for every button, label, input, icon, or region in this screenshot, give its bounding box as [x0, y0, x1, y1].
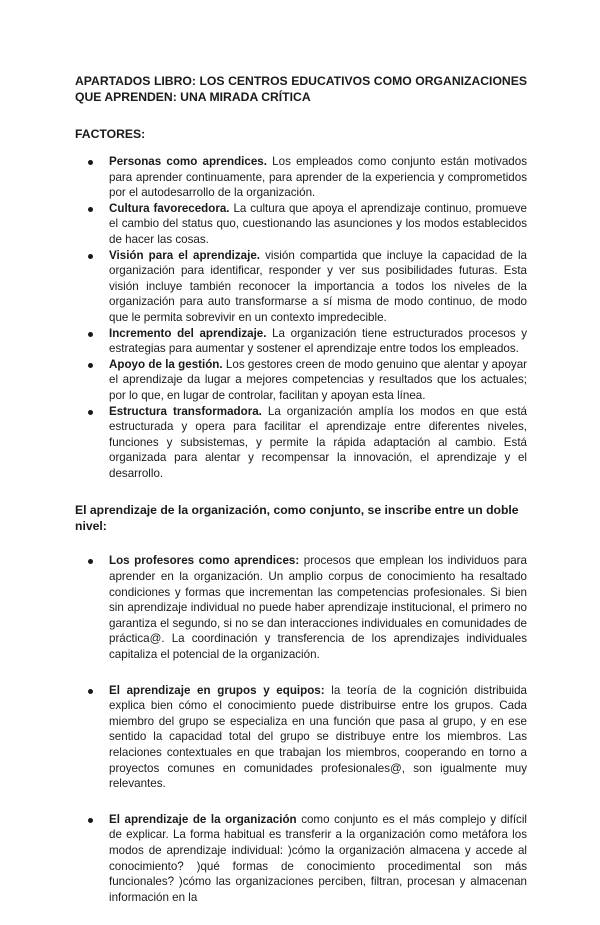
list-item	[75, 154, 527, 201]
list-item	[75, 683, 527, 792]
bullet-icon	[88, 332, 93, 337]
levels-heading: El aprendizaje de la organización, como conjunto, se inscribe entre un doble nivel:	[75, 503, 519, 534]
document-content	[75, 73, 527, 925]
bullet-icon	[88, 363, 93, 368]
item-term: Estructura transformadora.	[109, 404, 262, 418]
item-term: Cultura favorecedora.	[109, 201, 230, 215]
bullet-icon	[88, 559, 93, 564]
item-text: La organización amplía los modos en que está estructurada y opera para facilitar el aprendizaje entre diferentes niveles, funciones y subsistemas, y permite la rápida adaptación al cambio. Está organizada para alentar y recompensar la innovación, el aprendizaje y el desarrollo.	[109, 404, 527, 480]
bullet-icon	[88, 160, 93, 165]
bullet-icon	[88, 207, 93, 212]
item-text: La organización tiene estructurados procesos y estrategias para aumentar y sostener el aprendizaje entre todos los empleados.	[109, 326, 528, 356]
factors-list	[75, 154, 527, 481]
levels-list	[75, 553, 527, 905]
item-term: El aprendizaje en grupos y equipos:	[109, 683, 325, 697]
item-term: Apoyo de la gestión.	[109, 357, 223, 371]
item-term: Incremento del aprendizaje.	[109, 326, 267, 340]
list-item	[75, 201, 527, 248]
factors-heading: FACTORES:	[75, 127, 146, 141]
list-item	[75, 357, 527, 404]
item-text: Los empleados como conjunto están motivados para aprender continuamente, para aprender de la experiencia y comprometidos por el autodesarrollo de la organización.	[109, 155, 527, 200]
item-text: la teoría de la cognición distribuida explica bien cómo el conocimiento puede distribuirse entre los grupos. Cada miembro del grupo se especializa en una función que pasa al grupo, y en ese sentido la capacidad total del grupo se distribuye entre los miembros. Las relaciones contextuales en que trabajan los miembros, cooperando en torno a proyectos comunes en comunidades profesionales@, son igualmente muy relevantes.	[109, 683, 528, 791]
bullet-icon	[88, 254, 93, 259]
item-text: La cultura que apoya el aprendizaje continuo, promueve el cambio del status quo, cuestionando las asunciones y los modos establecidos de hacer las cosas.	[109, 201, 527, 246]
list-item	[75, 248, 527, 326]
bullet-icon	[88, 689, 93, 694]
item-term: Personas como aprendices.	[109, 155, 267, 168]
item-text: procesos que emplean los individuos para aprender en la organización. Un amplio corpus de conocimiento ha resaltado condiciones y formas que incrementan las competencias profesionales. Si bien sin aprendizaje individual no puede haber aprendizaje institucional, el primero no garantiza el segundo, si no se dan interacciones individuales en comunidades de práctica@. La coordinación y transferencia de los aprendizajes individuales capitaliza el potencial de la organización.	[109, 554, 527, 662]
item-term: Los profesores como aprendices:	[109, 554, 300, 568]
bullet-icon	[88, 818, 93, 823]
list-item	[75, 553, 527, 662]
item-term: El aprendizaje de la organización	[109, 812, 297, 826]
item-text: visión compartida que incluye la capacidad de la organización para identificar, responder y ver sus posibilidades futuras. Esta visión incluye también reconocer la importancia a todos los niveles de la organización para auto transformarse a sí misma de modo continuo, de modo que le permita sobrevivir en un contexto impredecible.	[109, 248, 527, 324]
document-title: APARTADOS LIBRO: LOS CENTROS EDUCATIVOS COMO ORGANIZACIONES QUE APRENDEN: UNA MIRADA CRÍTICA	[75, 74, 527, 104]
list-item	[75, 326, 527, 357]
item-term: Visión para el aprendizaje.	[109, 248, 261, 262]
bullet-icon	[88, 410, 93, 415]
list-item	[75, 404, 527, 482]
item-text: como conjunto es el más complejo y difícil de explicar. La forma habitual es transferir a la organización como metáfora los modos de aprendizaje individual: )cómo la organización almacena y accede al conocimiento? )qué formas de conocimiento procedimental son más funcionales? )cómo las organizaciones perciben, filtran, procesan y almacenan información en la	[109, 812, 527, 904]
item-text: Los gestores creen de modo genuino que alentar y apoyar el aprendizaje da lugar a mejores competencias y resultados que los actuales; por lo que, en lugar de controlar, facilitan y apoyan esta línea.	[109, 357, 528, 402]
list-item	[75, 812, 527, 906]
